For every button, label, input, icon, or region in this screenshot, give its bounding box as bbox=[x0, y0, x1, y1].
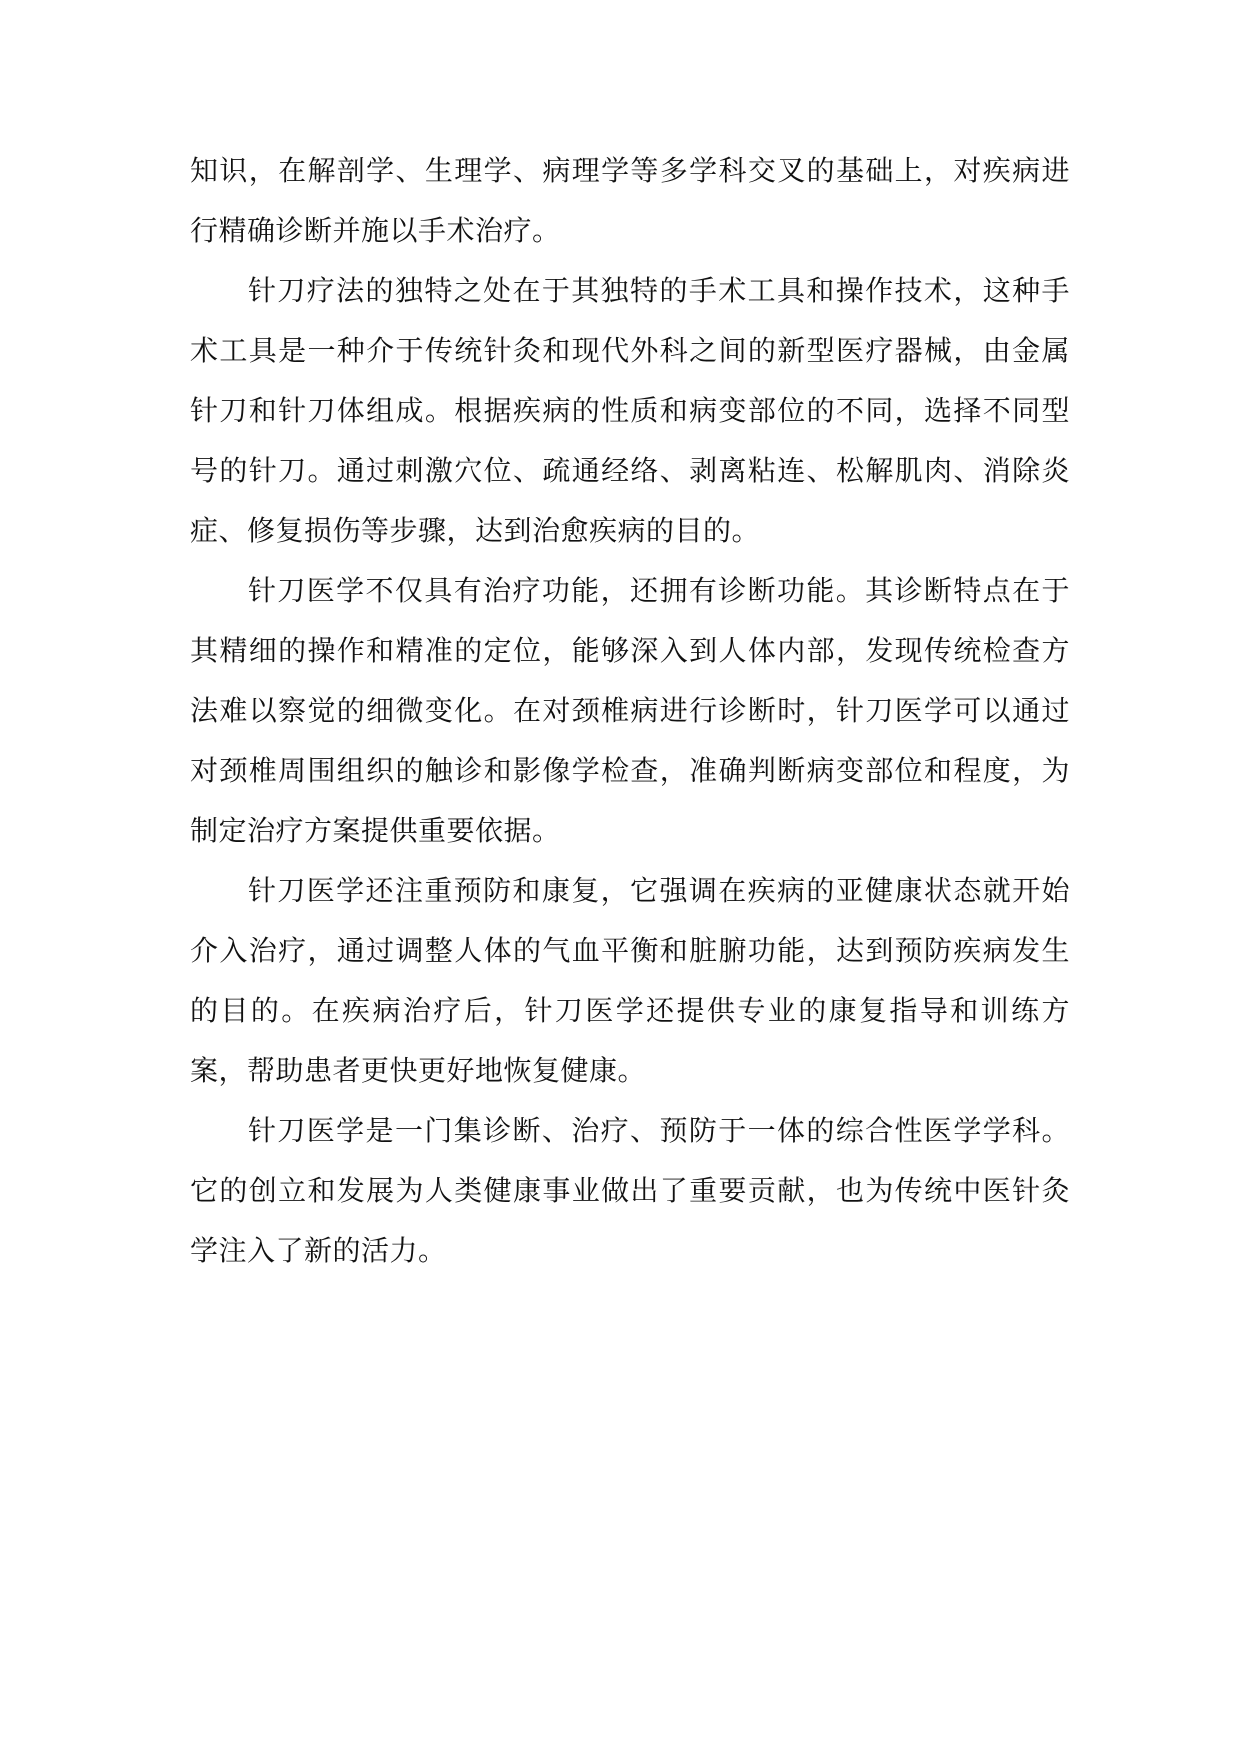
paragraph-5: 针刀医学是一门集诊断、治疗、预防于一体的综合性医学学科。它的创立和发展为人类健康事业做出了重要贡献，也为传统中医针灸学注入了新的活力。 bbox=[190, 1114, 1070, 1267]
paragraph-1: 知识，在解剖学、生理学、病理学等多学科交叉的基础上，对疾病进行精确诊断并施以手术治疗。 bbox=[190, 154, 1070, 247]
paragraph-3: 针刀医学不仅具有治疗功能，还拥有诊断功能。其诊断特点在于其精细的操作和精准的定位，能够深入到人体内部，发现传统检查方法难以察觉的细微变化。在对颈椎病进行诊断时，针刀医学可以通过对颈椎周围组织的触诊和影像学检查，准确判断病变部位和程度，为制定治疗方案提供重要依据。 bbox=[190, 574, 1070, 847]
paragraph-4: 针刀医学还注重预防和康复，它强调在疾病的亚健康状态就开始介入治疗，通过调整人体的气血平衡和脏腑功能，达到预防疾病发生的目的。在疾病治疗后，针刀医学还提供专业的康复指导和训练方案，帮助患者更快更好地恢复健康。 bbox=[190, 874, 1070, 1087]
paragraph-2: 针刀疗法的独特之处在于其独特的手术工具和操作技术，这种手术工具是一种介于传统针灸和现代外科之间的新型医疗器械，由金属针刀和针刀体组成。根据疾病的性质和病变部位的不同，选择不同型号的针刀。通过刺激穴位、疏通经络、剥离粘连、松解肌肉、消除炎症、修复损伤等步骤，达到治愈疾病的目的。 bbox=[190, 274, 1070, 547]
body-text bbox=[190, 141, 1070, 1281]
